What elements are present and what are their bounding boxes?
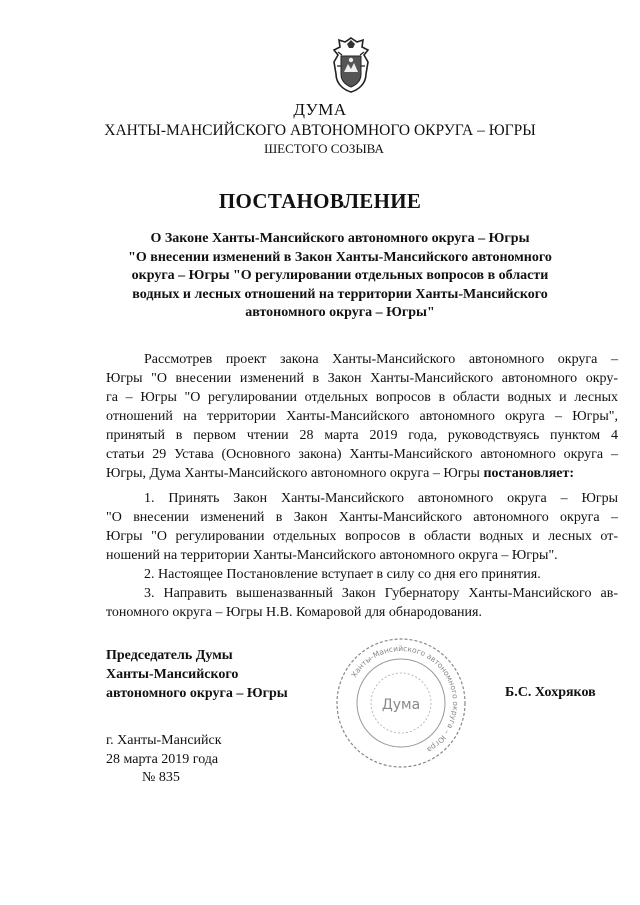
item-line: 2. Настоящее Постановление вступает в силу со дня его принятия. xyxy=(144,567,541,582)
document-title: ПОСТАНОВЛЕНИЕ xyxy=(218,189,422,213)
item-line: ношений на территории Ханты-Мансийского автономного округа – Югры". xyxy=(106,548,558,563)
item-line: 3. Направить вышеназванный Закон Губернатору Ханты-Мансийского ав- xyxy=(144,586,618,601)
subject-line: "О внесении изменений в Закон Ханты-Мансийского автономного xyxy=(128,249,552,265)
signatory-name: Б.С. Хохряков xyxy=(505,685,596,700)
preamble-line: принятый в первом чтении 28 марта 2019 года, руководствуясь пунктом 4 xyxy=(106,428,618,443)
item-line: Югры "О регулировании отдельных вопросов в области водных и лесных от- xyxy=(106,529,618,544)
item-line: тономного округа – Югры Н.В. Комаровой для обнародования. xyxy=(106,605,482,620)
position-line: Председатель Думы xyxy=(106,648,233,663)
subject-line: О Законе Ханты-Мансийского автономного округа – Югры xyxy=(150,231,530,246)
stamp-ring-text: Ханты-Мансийского автономного округа – Югра xyxy=(349,643,461,755)
subject-line: округа – Югры "О регулировании отдельных вопросов в области xyxy=(131,268,549,284)
resolution-items xyxy=(106,489,618,622)
document-footer xyxy=(106,732,222,788)
preamble-paragraph xyxy=(106,350,618,483)
subject-line: автономного округа – Югры" xyxy=(245,305,435,321)
subject-line: водных и лесных отношений на территории Ханты-Мансийского xyxy=(132,286,548,302)
issue-city: г. Ханты-Мансийск xyxy=(106,733,222,748)
item-line: 1. Принять Закон Ханты-Мансийского автономного округа – Югры xyxy=(144,491,618,506)
position-line: автономного округа – Югры xyxy=(106,686,288,701)
document-number: № 835 xyxy=(142,770,180,785)
coat-of-arms-icon xyxy=(330,36,372,94)
convocation-label: ШЕСТОГО СОЗЫВА xyxy=(264,141,384,156)
stamp-center-text: Дума xyxy=(381,697,421,713)
issue-date: 28 марта 2019 года xyxy=(106,751,219,767)
preamble-line: Югры "О внесении изменений в Закон Ханты-Мансийского автономного окру- xyxy=(106,371,618,386)
official-stamp xyxy=(332,634,470,772)
preamble-line: отношений на территории Ханты-Мансийского автономного округа – Югры", xyxy=(106,409,618,424)
organization-name: ДУМА xyxy=(293,100,347,119)
signatory-position xyxy=(106,646,288,703)
decree-word: постановляет: xyxy=(483,466,575,481)
preamble-line: Рассмотрев проект закона Ханты-Мансийского автономного округа – xyxy=(144,352,618,367)
region-name: ХАНТЫ-МАНСИЙСКОГО АВТОНОМНОГО ОКРУГА – ЮГРЫ xyxy=(104,122,536,139)
item-line: "О внесении изменений в Закон Ханты-Мансийского автономного округа – xyxy=(106,510,618,525)
preamble-line-final xyxy=(106,464,618,483)
document-subject xyxy=(120,230,560,323)
position-line: Ханты-Мансийского xyxy=(106,667,239,682)
preamble-line: Югры, Дума Ханты-Мансийского автономного округа – Югры xyxy=(106,466,480,481)
preamble-line: га – Югры "О регулировании отдельных вопросов в области водных и лесных xyxy=(106,390,618,405)
preamble-line: статьи 29 Устава (Основного закона) Ханты-Мансийского автономного округа – xyxy=(106,447,618,462)
